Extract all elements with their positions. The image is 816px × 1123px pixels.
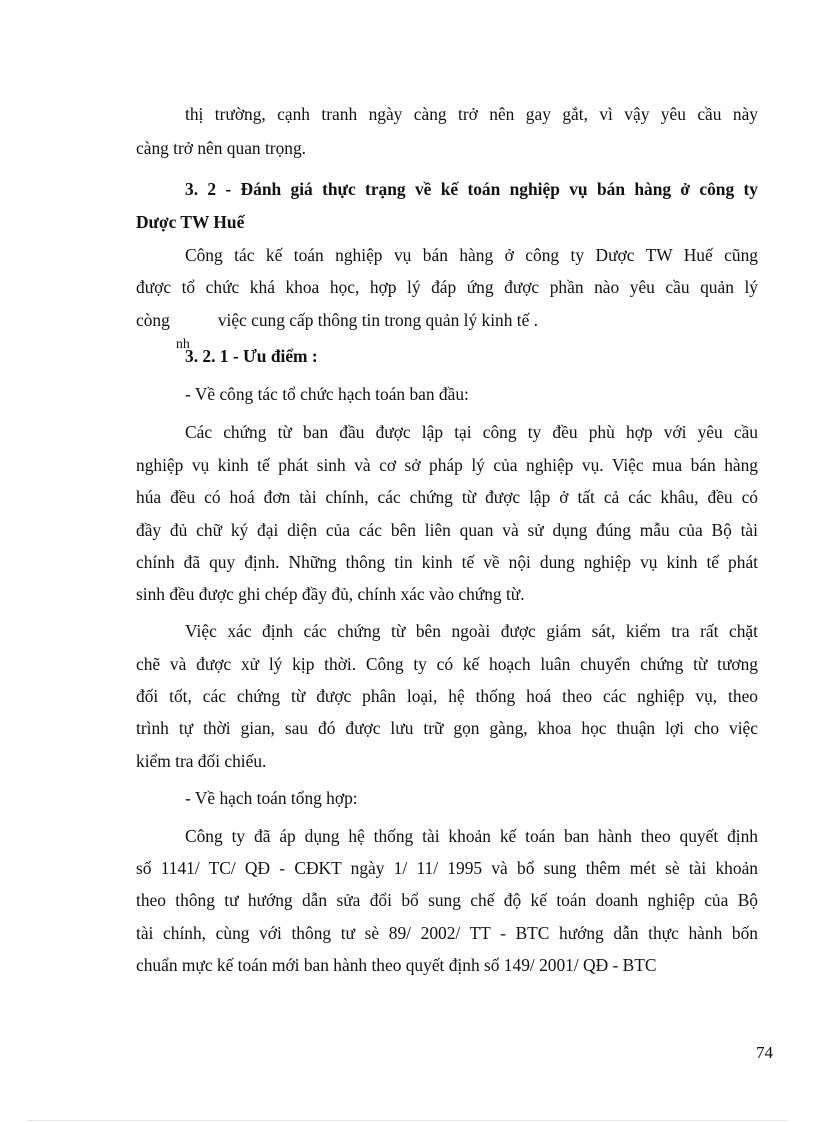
- text-line: số 1141/ TC/ QĐ - CĐKT ngày 1/ 11/ 1995 và bổ sung thêm mét sè tài khoản: [136, 858, 758, 878]
- text-line: Công tác kế toán nghiệp vụ bán hàng ở công ty Dược TW Huế cũng: [185, 245, 758, 265]
- text-line: húa đều có hoá đơn tài chính, các chứng từ được lập ở tất cả các khâu, đều có: [136, 487, 758, 507]
- text-line: nghiệp vụ kinh tế phát sinh và cơ sở pháp lý của nghiệp vụ. Việc mua bán hàng: [136, 455, 758, 475]
- text-line: Việc xác định các chứng từ bên ngoài được giám sát, kiểm tra rất chặt: [185, 621, 758, 641]
- footer-dotted-rule: [28, 1120, 788, 1121]
- text-line: chính đã quy định. Những thông tin kinh tế về nội dung nghiệp vụ kinh tế phát: [136, 552, 758, 572]
- subsection-heading: 3. 2. 1 - Ưu điểm :: [185, 346, 318, 366]
- section-heading-cont: Dược TW Huế: [136, 212, 245, 232]
- text-line: Công ty đã áp dụng hệ thống tài khoản kế toán ban hành theo quyết định: [185, 826, 758, 846]
- subscript-fragment: nh: [175, 337, 190, 352]
- text-line: thị trường, cạnh tranh ngày càng trở nên gay gắt, vì vậy yêu cầu này: [185, 104, 758, 124]
- text-line: được tổ chức khá khoa học, hợp lý đáp ứng được phần nào yêu cầu quản lý: [136, 277, 758, 297]
- page-number: 74: [756, 1043, 773, 1062]
- text-line: tài chính, cùng với thông tư sè 89/ 2002/ TT - BTC hướng dẫn thực hành bốn: [136, 923, 758, 943]
- text-line: kiểm tra đối chiếu.: [136, 751, 267, 771]
- text-line: trình tự thời gian, sau đó được lưu trữ gọn gàng, khoa học thuận lợi cho việc: [136, 718, 758, 738]
- text-line: theo thông tư hướng dẫn sửa đổi bổ sung chế độ kế toán doanh nghiệp của Bộ: [136, 890, 758, 910]
- bullet-line: - Về hạch toán tổng hợp:: [185, 788, 358, 808]
- text-fragment: còng: [136, 310, 170, 330]
- bullet-line: - Về công tác tổ chức hạch toán ban đầu:: [185, 384, 469, 404]
- text-line: chẽ và được xử lý kịp thời. Công ty có kế hoạch luân chuyển chứng từ tương: [136, 654, 758, 674]
- text-line-with-subscript: [136, 309, 758, 352]
- text-line: đối tốt, các chứng từ được phân loại, hệ thống hoá theo các nghiệp vụ, theo: [136, 686, 758, 706]
- text-fragment: việc cung cấp thông tin trong quản lý kinh tế .: [217, 310, 539, 330]
- text-line: càng trở nên quan trọng.: [136, 138, 307, 158]
- text-line: sinh đều được ghi chép đầy đủ, chính xác vào chứng từ.: [136, 584, 525, 604]
- text-line: đầy đủ chữ ký đại diện của các bên liên quan và sử dụng đúng mẫu của Bộ tài: [136, 520, 758, 540]
- text-line: Các chứng từ ban đầu được lập tại công ty đều phù hợp với yêu cầu: [185, 422, 758, 442]
- section-heading: 3. 2 - Đánh giá thực trạng về kế toán nghiệp vụ bán hàng ở công ty: [185, 179, 758, 199]
- text-line: chuẩn mực kế toán mới ban hành theo quyết định số 149/ 2001/ QĐ - BTC: [136, 955, 657, 975]
